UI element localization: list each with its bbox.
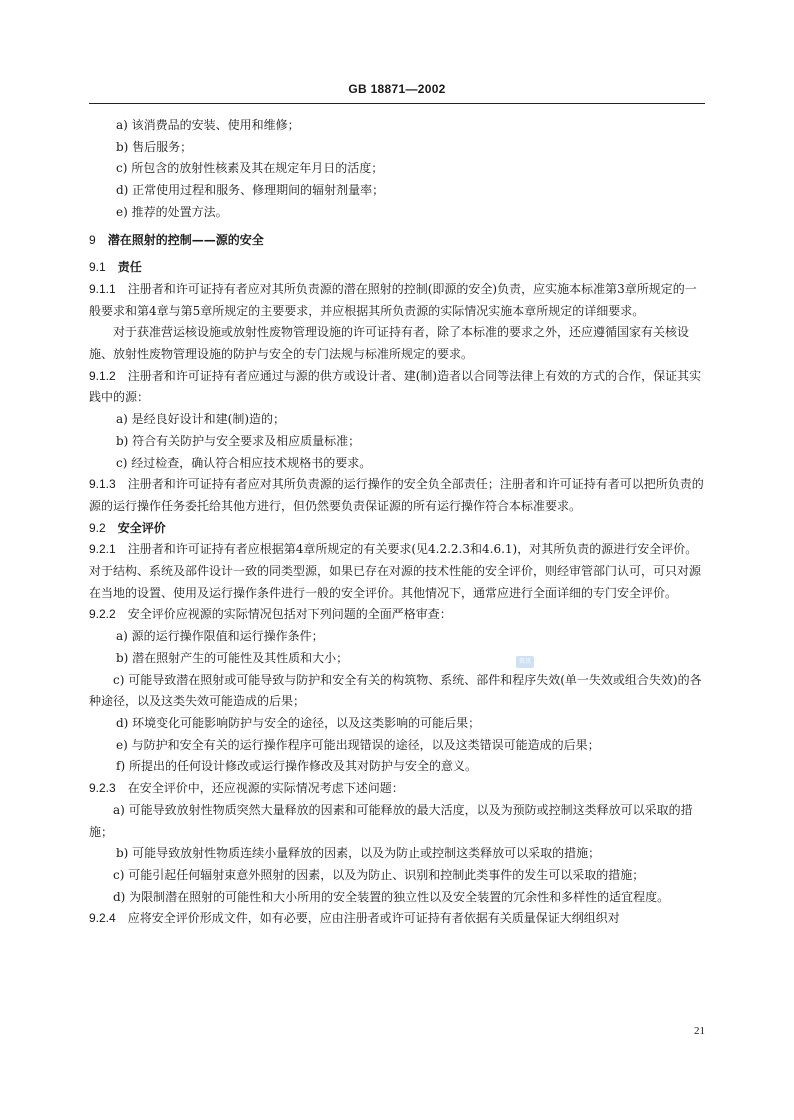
clause-9-2-3 [89,778,705,800]
section-9-1-heading [89,257,705,279]
clause-number: 9.2.4 [89,911,116,926]
clause-9-2-1 [89,539,705,604]
watermark-text: 资讯 [518,658,531,665]
list-item: b) 潜在照射产生的可能性及其性质和大小； [116,650,349,665]
clause-number: 9.2.1 [89,542,116,557]
section-title: 潜在照射的控制——源的安全 [107,232,264,247]
list-item: c) 可能引起任何辐射束意外照射的因素，以及为防止、识别和控制此类事件的发生可以采取的措施； [113,867,645,882]
list-item: a) 该消费品的安装、使用和维修； [116,118,300,132]
document-header: GB 18871—2002 [348,82,446,96]
clause-text: 注册者和许可证持有者应通过与源的供方或设计者、建(制)造者以合同等法律上有效的方式的合作，保证其实践中的源： [89,368,702,405]
list-item: f) 所提出的任何设计修改或运行操作修改及其对防护与安全的意义。 [116,759,477,774]
clause-9-1-1 [89,279,705,322]
clause-text: 注册者和许可证持有者应对其所负责源的潜在照射的控制(即源的安全)负责，应实施本标准第3章所规定的一般要求和第4章与第5章所规定的主要要求，并应根据其所负责源的实际情况实施本章所规定的详细要求。 [89,281,697,318]
clause-9-1-2 [89,366,705,409]
clause-text: 注册者和许可证持有者应对其所负责源的运行操作的安全负全部责任；注册者和许可证持有者可以把所负责的源的运行操作任务委托给其他方进行，但仍然要负责保证源的所有运行操作符合本标准要求。 [89,477,704,513]
clause-number: 9.2.3 [89,781,116,796]
clause-9-2-2 [89,604,705,626]
clause-text: 安全评价应视源的实际情况包括对下列问题的全面严格审查： [127,607,452,622]
list-item: e) 推荐的处置方法。 [116,204,228,219]
section-title: 责任 [117,260,142,275]
section-title: 安全评价 [117,520,166,535]
clause-number: 9.1.3 [89,477,116,492]
list-item: a) 源的运行操作限值和运行操作条件； [116,629,324,644]
header-rule [89,103,705,104]
section-number: 9 [89,232,96,247]
list-item: a) 可能导致放射性物质突然大量释放的因素和可能释放的最大活度，以及为预防或控制这类释放可以采取的措施； [89,802,693,839]
list-item: c) 经过检查，确认符合相应技术规格书的要求。 [116,455,372,470]
list-item: b) 售后服务； [116,139,193,154]
section-9-heading [89,230,705,252]
watermark-stamp [516,656,534,668]
list-item: c) 所包含的放射性核素及其在规定年月日的活度； [116,161,384,176]
list-item: a) 是经良好设计和建(制)造的； [116,412,286,427]
list-item: e) 与防护和安全有关的运行操作程序可能出现错误的途径，以及这类错误可能造成的后果； [116,737,600,752]
document-body [89,115,705,930]
section-9-2-heading [89,518,705,540]
section-number: 9.1 [89,260,106,275]
page-number: 21 [694,1025,705,1037]
clause-number: 9.1.2 [89,368,116,383]
clause-text: 应将安全评价形成文件，如有必要，应由注册者或许可证持有者依据有关质量保证大纲组织对 [127,911,620,926]
clause-number: 9.2.2 [89,607,116,622]
clause-9-1-3 [89,474,705,517]
list-item: d) 为限制潜在照射的可能性和大小所用的安全装置的独立性以及安全装置的冗余性和多样性的适宜程度。 [113,889,670,904]
list-item: c) 可能导致潜在照射或可能导致与防护和安全有关的构筑物、系统、部件和程序失效(单一失效或组合失效)的各种途径，以及这类失效可能造成的后果； [89,672,702,709]
clause-9-1-1-paragraph: 对于获准营运核设施或放射性废物管理设施的许可证持有者，除了本标准的要求之外，还应遵循国家有关核设施、放射性废物管理设施的防护与安全的专门法规与标准所规定的要求。 [89,325,690,362]
section-number: 9.2 [89,520,106,535]
clause-number: 9.1.1 [89,281,116,296]
list-item: b) 符合有关防护与安全要求及相应质量标准； [116,433,361,448]
clause-text: 注册者和许可证持有者应根据第4章所规定的有关要求(见4.2.2.3和4.6.1)，对其所负责的源进行安全评价。对于结构、系统及部件设计一致的同类型源，如果已存在对源的技术性能的安全评价，则经审管部门认可，可只对源在当地的设置、使用及运行操作条件进行一般的安全评价。其他情况下，通常应进行全面详细的专门安全评价。 [89,542,702,600]
clause-9-2-4 [89,908,705,930]
list-item: d) 环境变化可能影响防护与安全的途径，以及这类影响的可能后果； [116,715,481,730]
list-item: b) 可能导致放射性物质连续小量释放的因素，以及为防止或控制这类释放可以采取的措施； [116,846,601,861]
clause-text: 在安全评价中，还应视源的实际情况考虑下述问题： [127,781,404,796]
list-item: d) 正常使用过程和服务、修理期间的辐射剂量率； [116,183,385,198]
